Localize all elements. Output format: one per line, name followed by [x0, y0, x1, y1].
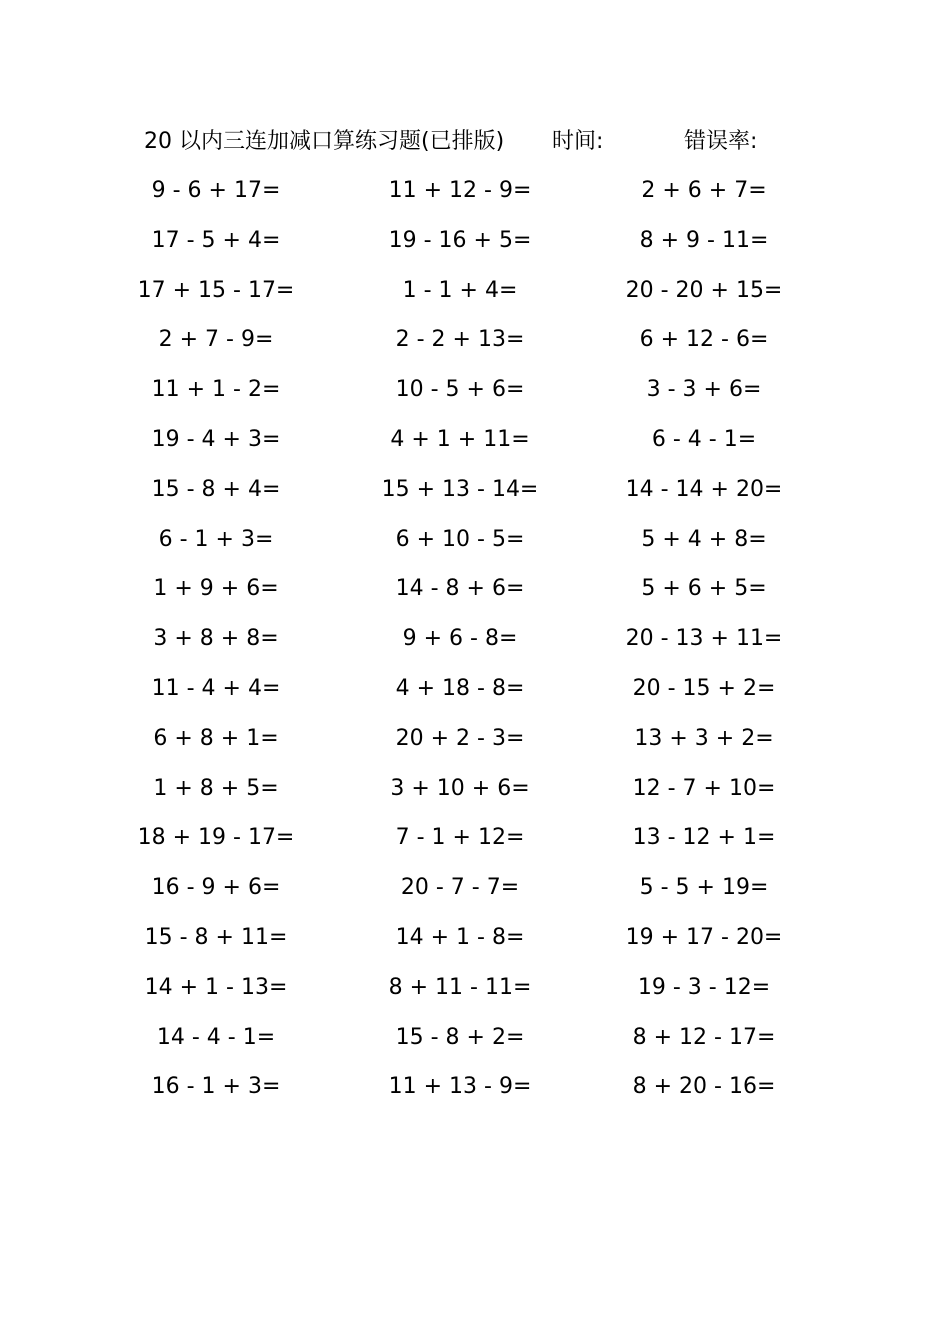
math-problem: 9 - 6 + 17= — [151, 178, 281, 203]
math-problem: 16 - 9 + 6= — [151, 875, 281, 901]
time-label: 时间: — [552, 129, 604, 154]
problem-row — [0, 174, 950, 224]
problem-row — [0, 622, 950, 672]
math-problem: 6 - 4 - 1= — [651, 426, 757, 452]
math-problem: 3 + 10 + 6= — [390, 775, 530, 801]
problem-row — [0, 572, 950, 622]
math-problem: 4 + 1 + 11= — [390, 426, 530, 452]
problem-row — [0, 1021, 950, 1071]
math-problem: 11 + 13 - 9= — [388, 1074, 532, 1100]
math-problem: 11 - 4 + 4= — [151, 675, 281, 701]
problem-row — [0, 722, 950, 772]
math-problem: 5 - 5 + 19= — [639, 875, 769, 901]
math-problem: 14 + 1 - 13= — [144, 974, 288, 1000]
math-problem: 8 + 11 - 11= — [388, 974, 532, 1000]
math-problem: 15 + 13 - 14= — [381, 476, 539, 502]
math-problem: 4 + 18 - 8= — [395, 675, 525, 701]
problem-row — [0, 821, 950, 871]
math-problem: 20 + 2 - 3= — [395, 725, 525, 751]
math-problem: 2 + 7 - 9= — [158, 327, 274, 353]
math-problem: 1 + 8 + 5= — [153, 775, 279, 801]
math-problem: 2 - 2 + 13= — [395, 327, 525, 353]
math-problem: 15 - 8 + 2= — [395, 1024, 525, 1050]
math-problem: 12 - 7 + 10= — [632, 775, 776, 801]
math-problem: 8 + 20 - 16= — [632, 1074, 776, 1100]
problem-row — [0, 1070, 950, 1120]
math-problem: 13 - 12 + 1= — [632, 825, 776, 851]
problem-row — [0, 323, 950, 373]
problem-row — [0, 772, 950, 822]
math-problem: 14 - 4 - 1= — [156, 1024, 276, 1050]
math-problem: 20 - 13 + 11= — [625, 626, 783, 652]
problem-row — [0, 672, 950, 722]
math-problem: 14 - 14 + 20= — [625, 476, 783, 502]
math-problem: 19 + 17 - 20= — [625, 924, 783, 950]
math-problem: 19 - 3 - 12= — [637, 974, 771, 1000]
problem-row — [0, 921, 950, 971]
error-rate-label: 错误率: — [684, 129, 758, 154]
math-problem: 19 - 16 + 5= — [388, 227, 532, 253]
math-problem: 5 + 6 + 5= — [641, 576, 767, 602]
math-problem: 8 + 9 - 11= — [639, 227, 769, 253]
math-problem: 10 - 5 + 6= — [395, 377, 525, 403]
problem-row — [0, 523, 950, 573]
problem-row — [0, 971, 950, 1021]
worksheet-title: 20 以内三连加减口算练习题(已排版) — [144, 129, 505, 154]
problem-row — [0, 373, 950, 423]
math-problem: 6 + 10 - 5= — [395, 526, 525, 552]
math-problem: 18 + 19 - 17= — [137, 825, 295, 851]
math-problem: 2 + 6 + 7= — [641, 178, 767, 203]
math-problem: 6 + 12 - 6= — [639, 327, 769, 353]
math-problem: 20 - 20 + 15= — [625, 277, 783, 303]
math-problem: 15 - 8 + 11= — [144, 924, 288, 950]
math-problem: 3 - 3 + 6= — [646, 377, 762, 403]
math-problem: 15 - 8 + 4= — [151, 476, 281, 502]
math-problem: 7 - 1 + 12= — [395, 825, 525, 851]
math-problem: 20 - 7 - 7= — [400, 875, 520, 901]
math-problem: 14 + 1 - 8= — [395, 924, 525, 950]
math-problem: 6 + 8 + 1= — [153, 725, 279, 751]
math-problem: 19 - 4 + 3= — [151, 426, 281, 452]
math-problem: 6 - 1 + 3= — [158, 526, 274, 552]
math-problem: 20 - 15 + 2= — [632, 675, 776, 701]
math-problem: 11 + 1 - 2= — [151, 377, 281, 403]
math-problem: 17 - 5 + 4= — [151, 227, 281, 253]
problem-row — [0, 423, 950, 473]
math-problem: 1 + 9 + 6= — [153, 576, 279, 602]
math-problem: 17 + 15 - 17= — [137, 277, 295, 303]
problem-row — [0, 274, 950, 324]
worksheet-header — [0, 124, 950, 160]
math-problem: 3 + 8 + 8= — [153, 626, 279, 652]
problem-row — [0, 473, 950, 523]
math-problem: 13 + 3 + 2= — [634, 725, 774, 751]
math-problem: 14 - 8 + 6= — [395, 576, 525, 602]
problem-grid — [0, 174, 950, 1120]
problem-row — [0, 871, 950, 921]
math-problem: 11 + 12 - 9= — [388, 178, 532, 203]
math-problem: 9 + 6 - 8= — [402, 626, 518, 652]
math-problem: 8 + 12 - 17= — [632, 1024, 776, 1050]
math-problem: 1 - 1 + 4= — [402, 277, 518, 303]
math-problem: 5 + 4 + 8= — [641, 526, 767, 552]
problem-row — [0, 224, 950, 274]
math-problem: 16 - 1 + 3= — [151, 1074, 281, 1100]
